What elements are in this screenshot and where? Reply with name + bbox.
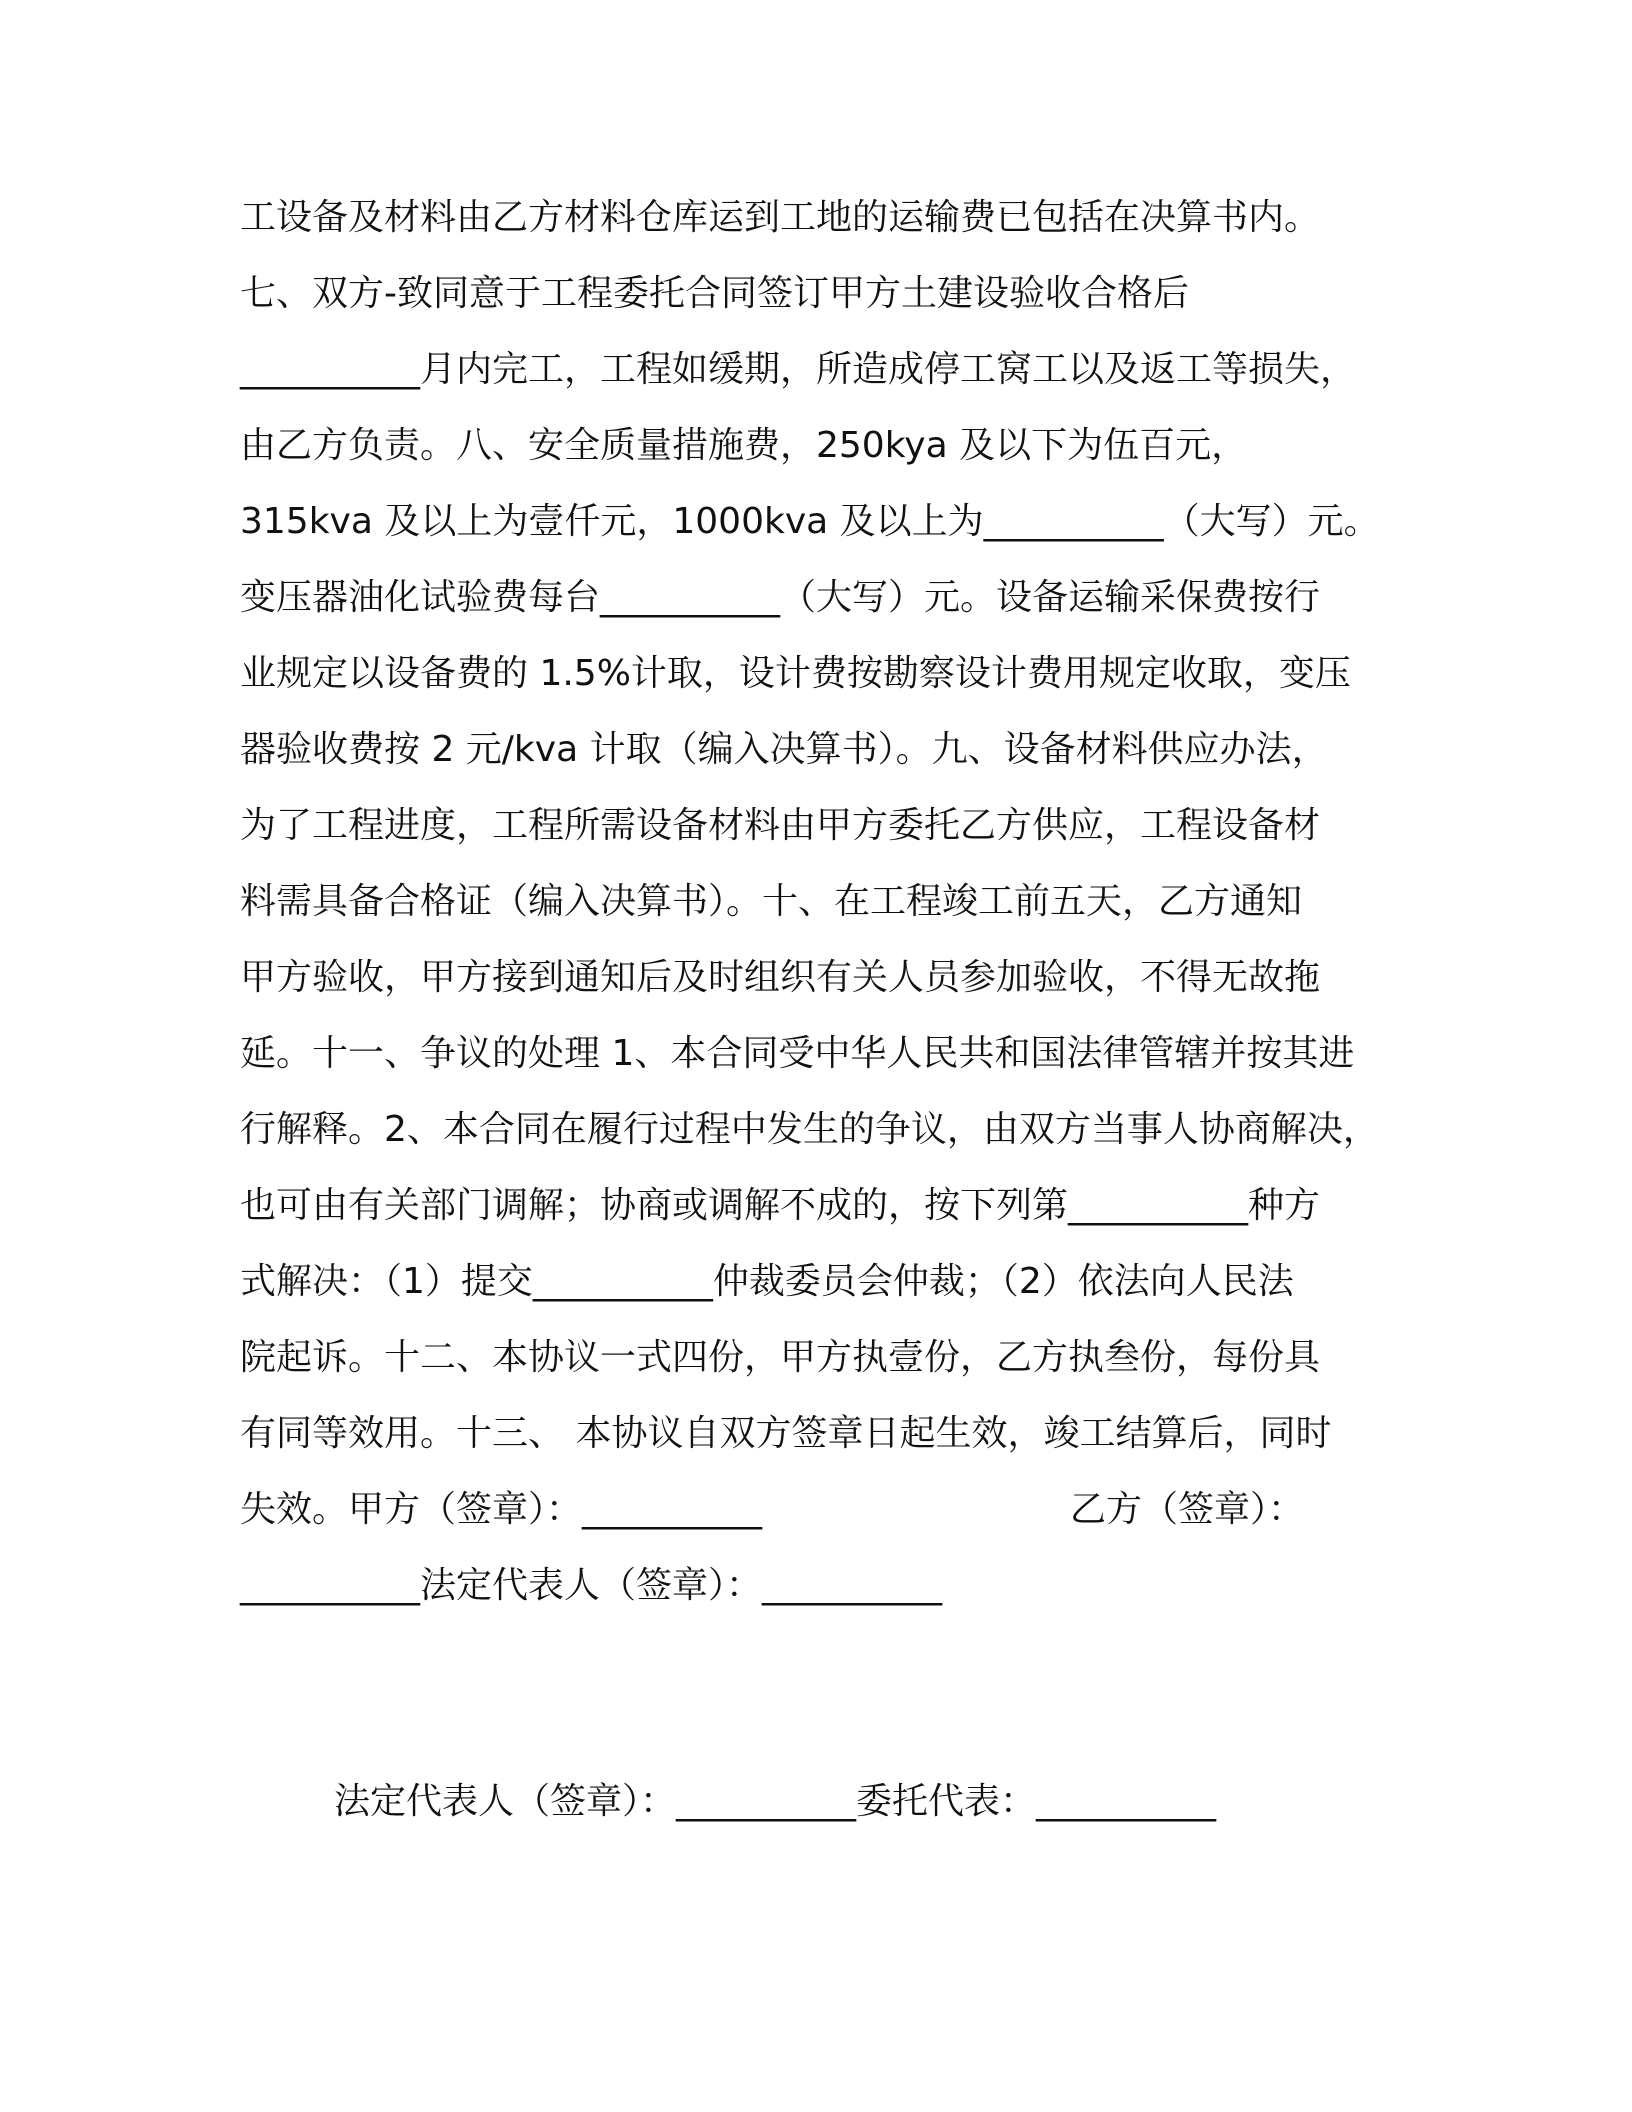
text-line-1: 工设备及材料由乙方材料仓库运到工地的运输费已包括在决算书内。: [240, 197, 1321, 238]
footer-signature-line: 法定代表人（签章）：__________委托代表：__________: [334, 1781, 1217, 1822]
text-line-12: 延。十一、争议的处理 1、本合同受中华人民共和国法律管辖并按其进: [240, 1033, 1355, 1074]
text-line-10: 料需具备合格证（编入决算书）。十、在工程竣工前五天，乙方通知: [240, 881, 1303, 922]
text-line-15: 式解决：（1）提交__________仲裁委员会仲裁；（2）依法向人民法: [240, 1261, 1294, 1302]
text-line-14: 也可由有关部门调解；协商或调解不成的，按下列第__________种方: [240, 1185, 1321, 1226]
text-line-13: 行解释。2、本合同在履行过程中发生的争议，由双方当事人协商解决，: [240, 1109, 1379, 1150]
text-line-18: 失效。甲方（签章）：__________: [240, 1489, 763, 1530]
text-line-3: __________月内完工，工程如缓期，所造成停工窝工以及返工等损失，: [240, 349, 1357, 390]
text-line-5: 315kva 及以上为壹仟元，1000kva 及以上为__________（大写）元。: [240, 501, 1380, 542]
text-line-6: 变压器油化试验费每台__________（大写）元。设备运输采保费按行: [240, 577, 1321, 618]
text-line-7: 业规定以设备费的 1.5%计取，设计费按勘察设计费用规定收取，变压: [240, 653, 1351, 694]
text-line-11: 甲方验收，甲方接到通知后及时组织有关人员参加验收，不得无故拖: [240, 957, 1321, 998]
text-line-8: 器验收费按 2 元/kva 计取（编入决算书）。九、设备材料供应办法，: [240, 729, 1328, 770]
legal-rep-line: __________法定代表人（签章）：__________: [240, 1565, 943, 1606]
text-line-16: 院起诉。十二、本协议一式四份，甲方执壹份，乙方执叁份，每份具: [240, 1337, 1321, 1378]
text-line-2: 七、双方-致同意于工程委托合同签订甲方土建设验收合格后: [240, 273, 1189, 314]
party-b-signature: 乙方（签章）：: [1070, 1489, 1305, 1530]
text-line-4: 由乙方负责。八、安全质量措施费，250kya 及以下为伍百元，: [240, 425, 1248, 466]
text-line-17: 有同等效用。十三、 本协议自双方签章日起生效，竣工结算后，同时: [240, 1413, 1332, 1454]
text-line-9: 为了工程进度，工程所需设备材料由甲方委托乙方供应，工程设备材: [240, 805, 1321, 846]
